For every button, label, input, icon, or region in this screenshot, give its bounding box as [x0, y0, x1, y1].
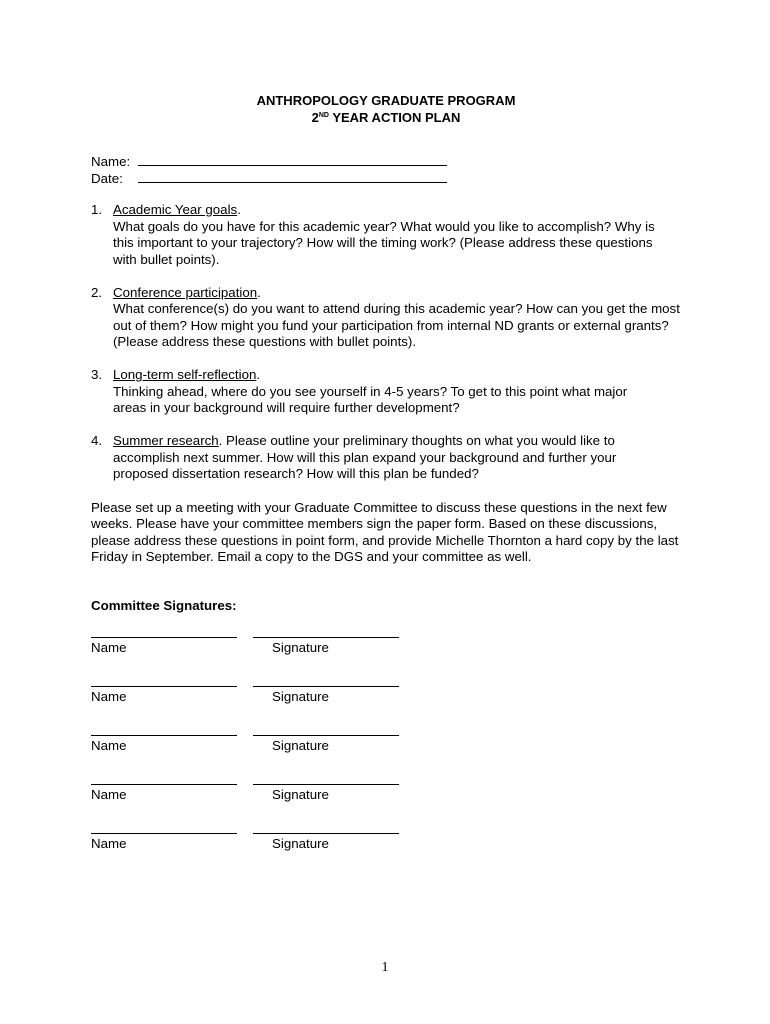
section-number: 4.: [91, 433, 103, 448]
name-field[interactable]: [138, 153, 447, 166]
name-label: Name: [91, 836, 127, 851]
section-text: What conference(s) do you want to attend during this academic year? How can you get the most out of them? How might you fund your participation from internal ND grants or external grants? (Please address these questions with bullet points).: [113, 301, 680, 349]
section-number: 3.: [91, 367, 103, 382]
signature-label: Signature: [272, 787, 329, 802]
section-body: [113, 202, 679, 268]
section-number: 2.: [91, 284, 103, 300]
title-line-2-rest: YEAR ACTION PLAN: [328, 109, 461, 125]
name-line[interactable]: [91, 784, 237, 785]
section-item: [91, 202, 691, 268]
section-heading-suffix: .: [237, 202, 241, 217]
signature-row: [91, 672, 491, 721]
title-line-2-superscript: ND: [318, 111, 329, 119]
closing-paragraph: Please set up a meeting with your Graduate Committee to discuss these questions in the next few weeks. Please have your committee members sign the paper form. Based on these discussions, please address these questions in point form, and provide Michelle Thornton a hard copy by the last Friday in September. Email a copy to the DGS and your committee as well.: [91, 499, 679, 564]
signature-row: [91, 721, 491, 770]
document-title: [91, 93, 681, 126]
date-field-row: [91, 170, 691, 187]
section-text: What goals do you have for this academic year? What would you like to accomplish? Why is this important to your trajectory? How will the timing work? (Please address these questions with bullet points).: [113, 218, 655, 267]
signature-line[interactable]: [253, 833, 399, 834]
title-line-2: [91, 110, 681, 127]
title-line-1: ANTHROPOLOGY GRADUATE PROGRAM: [256, 93, 516, 108]
section-item: [91, 433, 691, 483]
sections-list: [91, 202, 691, 483]
signature-row: [91, 770, 491, 819]
section-body: [113, 367, 658, 417]
signature-line[interactable]: [253, 637, 399, 638]
signature-line[interactable]: [253, 686, 399, 687]
section-text: Thinking ahead, where do you see yourself in 4-5 years? To get to this point what major areas in your background will require further development?: [113, 383, 628, 415]
signature-label: Signature: [272, 689, 329, 704]
signature-label: Signature: [272, 738, 329, 753]
section-heading: Conference participation: [113, 284, 258, 300]
section-heading-suffix: . Please outline your preliminary thoughts on what you would like to accomplish next summer. How will this plan expand your background and further your proposed dissertation research? How will this plan be funded?: [113, 433, 617, 481]
name-label: Name: [91, 689, 127, 704]
signature-line[interactable]: [253, 784, 399, 785]
name-label: Name: [91, 640, 127, 655]
committee-signatures-title: Committee Signatures:: [91, 597, 237, 613]
name-line[interactable]: [91, 637, 237, 638]
date-field-label: Date:: [91, 170, 123, 186]
section-heading: Academic Year goals: [113, 202, 238, 217]
name-field-row: [91, 153, 691, 170]
section-body: [113, 285, 691, 351]
section-heading: Summer research: [113, 433, 219, 448]
section-item: [91, 367, 691, 417]
name-label: Name: [91, 787, 127, 802]
title-line-2-prefix: 2: [311, 109, 319, 125]
signature-row: [91, 623, 491, 672]
section-heading-suffix: .: [257, 284, 261, 300]
signature-list: [91, 623, 691, 868]
section-number: 1.: [91, 202, 103, 217]
section-heading: Long-term self-reflection: [113, 367, 257, 382]
section-body: [113, 433, 649, 483]
name-line[interactable]: [91, 735, 237, 736]
page-number: 1: [381, 960, 389, 975]
name-line[interactable]: [91, 686, 237, 687]
name-label: Name: [91, 738, 127, 753]
name-line[interactable]: [91, 833, 237, 834]
signature-line[interactable]: [253, 735, 399, 736]
signature-label: Signature: [272, 640, 329, 655]
signature-row: [91, 819, 491, 868]
document-page: [91, 93, 691, 868]
date-field[interactable]: [138, 170, 447, 183]
name-field-label: Name:: [91, 154, 131, 169]
section-item: [91, 285, 691, 351]
info-fields: [91, 153, 691, 186]
section-heading-suffix: .: [256, 367, 261, 382]
signature-label: Signature: [272, 836, 329, 851]
